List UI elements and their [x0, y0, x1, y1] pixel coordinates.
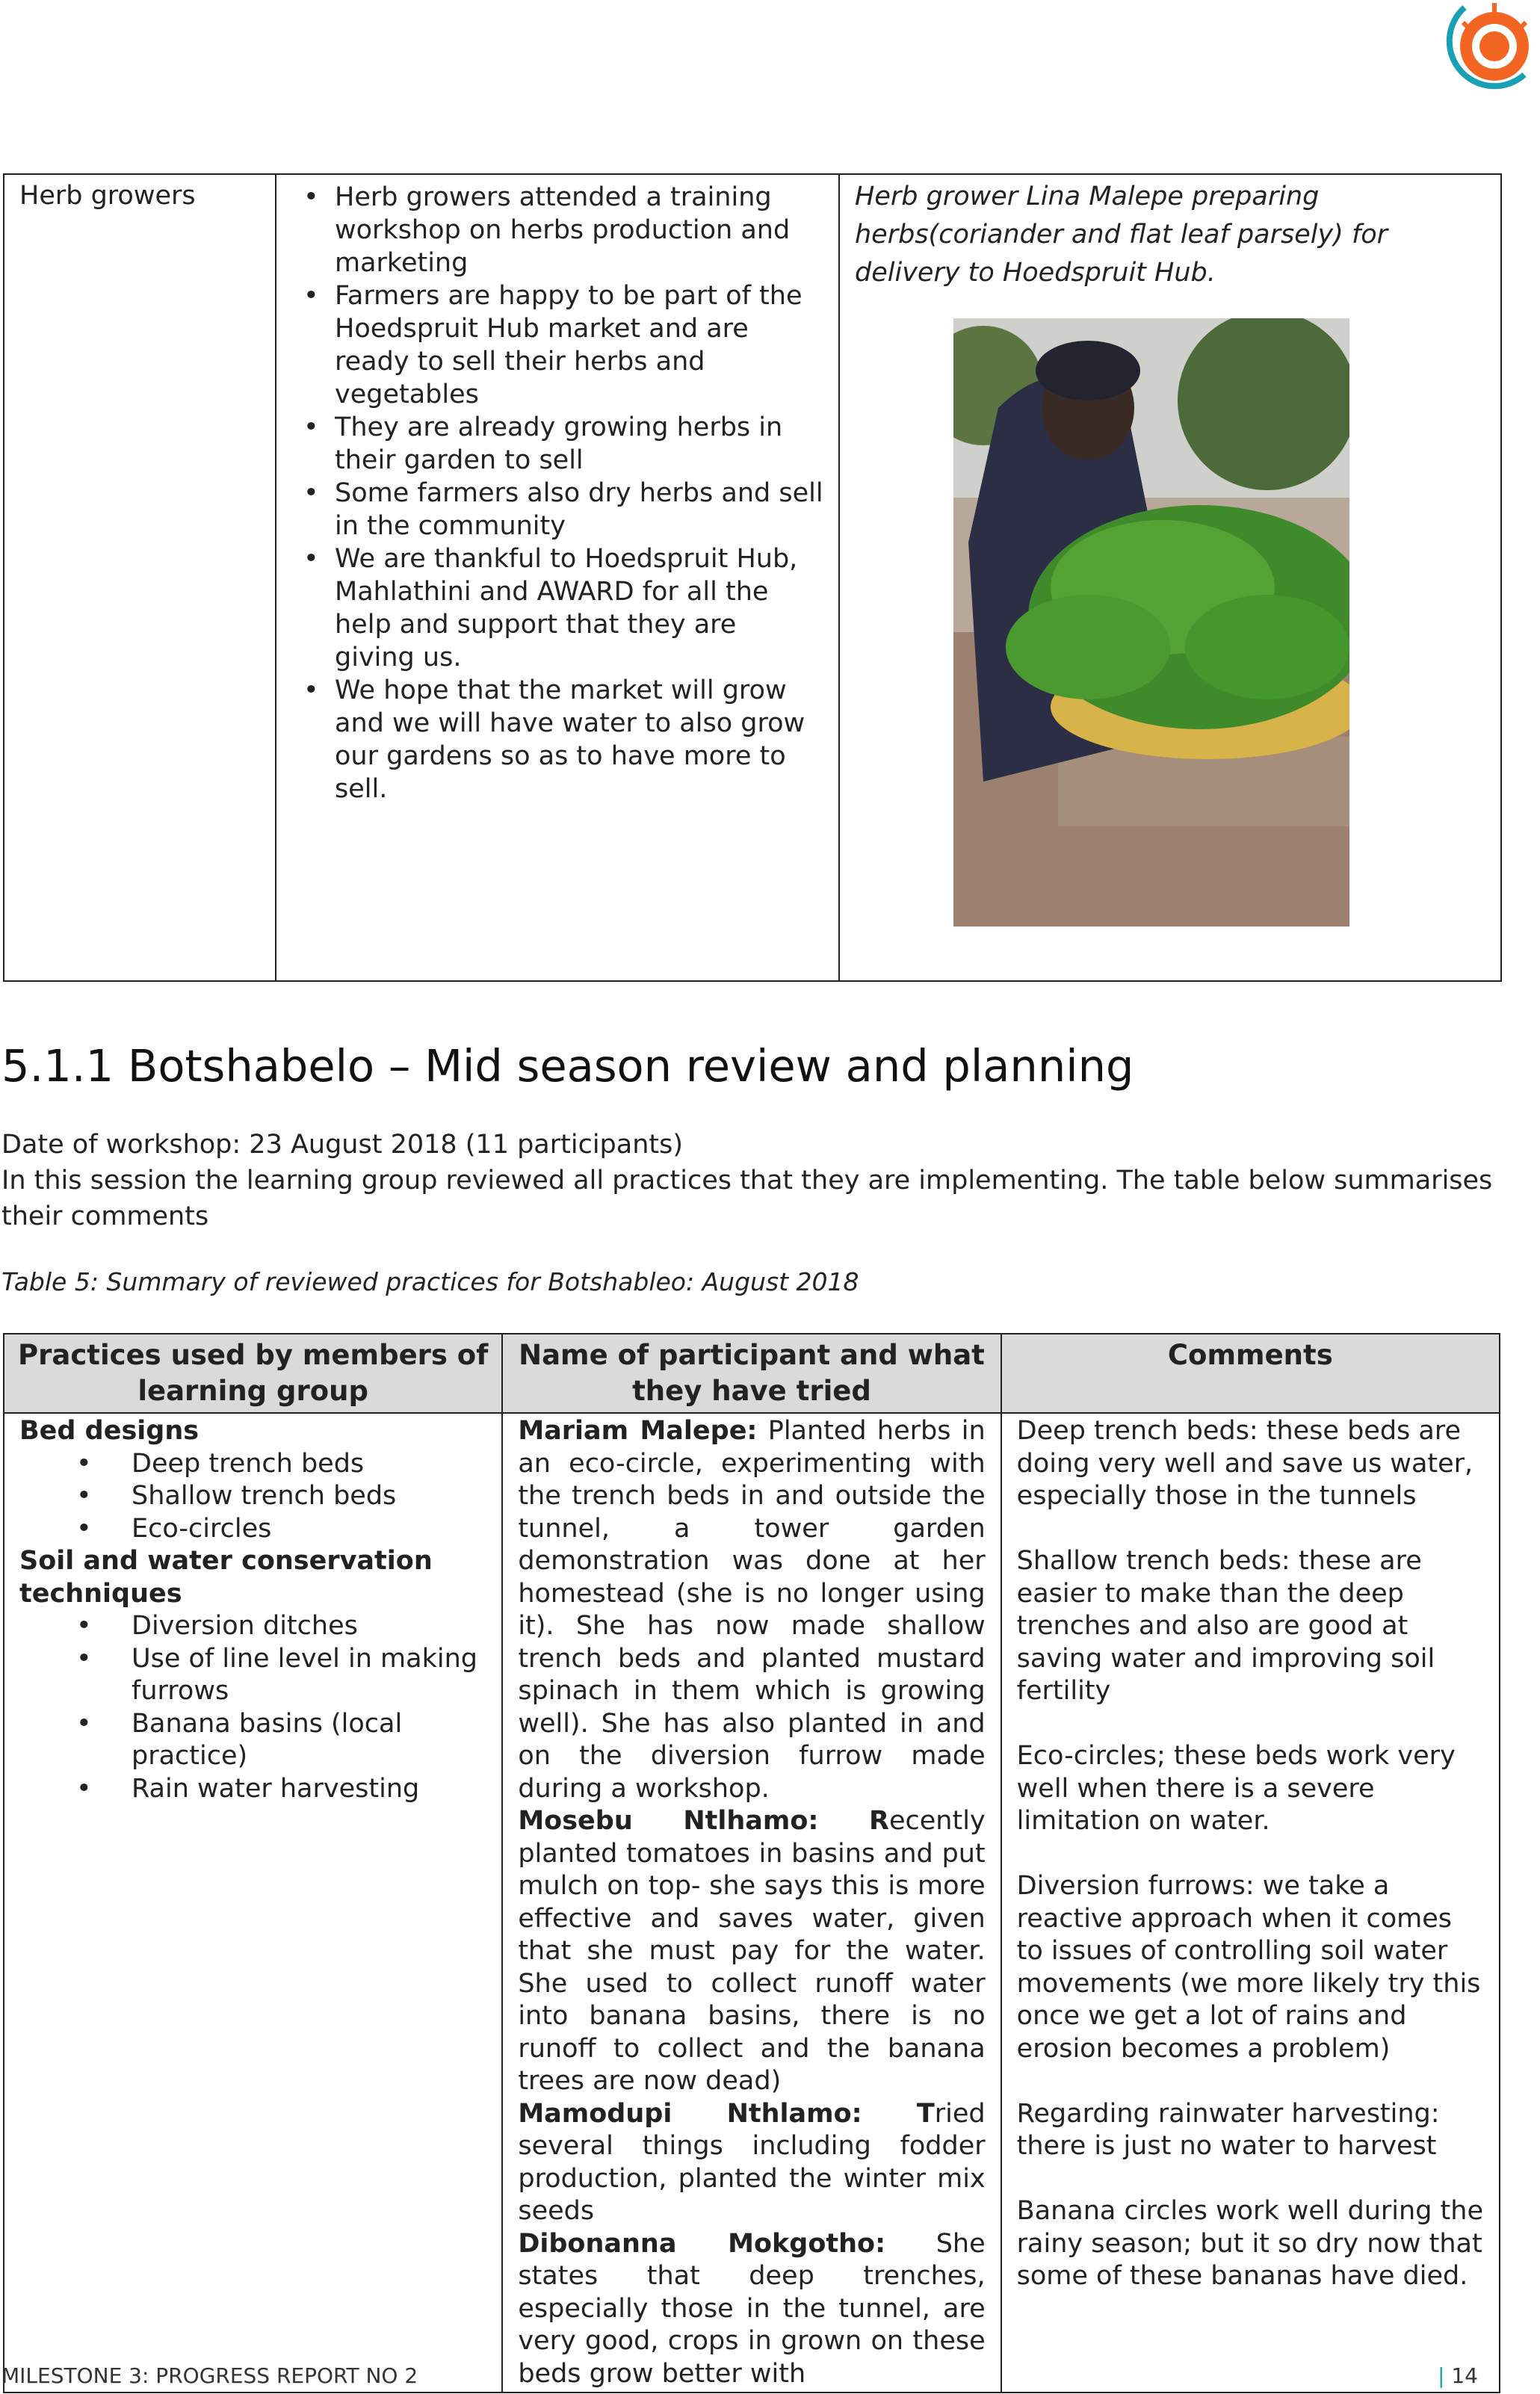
- participant-text: ecently planted tomatoes in basins and put mulch on top- she says this is more effective and saves water, given that she must pay for the water. She used to collect runoff water into banana basins, there is no runoff to collect and the banana trees are now dead): [518, 1806, 986, 2096]
- comment: Shallow trench beds: these are easier to make than the deep trenches and also are good at saving water and improving soil fertility: [1016, 1546, 1435, 1706]
- column-header: Practices used by members of learning group: [4, 1334, 502, 1413]
- comments-cell: [1001, 1413, 1500, 2393]
- list-item: • Shallow trench beds: [19, 1480, 486, 1513]
- bed-designs-title: Bed designs: [19, 1416, 200, 1446]
- list-item: • Rain water harvesting: [19, 1773, 486, 1806]
- participant-name: Mosebu Ntlhamo: R: [518, 1806, 889, 1836]
- page-number: [1438, 2363, 1478, 2388]
- participant-name: Mariam Malepe:: [518, 1416, 758, 1446]
- section-heading: 5.1.1 Botshabelo – Mid season review and planning: [1, 1040, 1134, 1092]
- page-number-value: 14: [1451, 2363, 1478, 2388]
- column-header: Comments: [1001, 1334, 1500, 1413]
- comment: Eco-circles; these beds work very well when there is a severe limitation on water.: [1016, 1741, 1456, 1836]
- list-item: • Eco-circles: [19, 1513, 486, 1546]
- photo-caption: Herb grower Lina Malepe preparing herbs(coriander and flat leaf parsely) for delivery to Hoedspruit Hub.: [855, 182, 1388, 288]
- participant-entry: [518, 1805, 985, 2098]
- comment: Banana circles work well during the rainy season; but it so dry now that some of these bananas have died.: [1016, 2196, 1483, 2291]
- practices-cell: [4, 1413, 502, 2393]
- soil-water-list: [19, 1610, 486, 1805]
- participants-cell: [502, 1413, 1001, 2393]
- list-item: • Some farmers also dry herbs and sell in the community: [291, 477, 823, 542]
- group-cell: [4, 174, 276, 981]
- list-item: • Banana basins (local practice): [19, 1708, 486, 1773]
- list-item: • We are thankful to Hoedspruit Hub, Mahlathini and AWARD for all the help and support that they are giving us.: [291, 542, 823, 674]
- participant-name: Mamodupi Nthlamo: T: [518, 2098, 935, 2129]
- comment: Deep trench beds: these beds are doing very well and save us water, especially those in the tunnels: [1016, 1416, 1473, 1511]
- list-item: • Use of line level in making furrows: [19, 1643, 486, 1708]
- group-label: Herb growers: [19, 181, 196, 211]
- table-header-row: [4, 1334, 1500, 1413]
- workshop-date: Date of workshop: 23 August 2018 (11 participants): [1, 1130, 684, 1160]
- footer-title: MILESTONE 3: PROGRESS REPORT NO 2: [1, 2363, 418, 2388]
- list-item: • They are already growing herbs in their garden to sell: [291, 411, 823, 477]
- points-list: [291, 181, 823, 805]
- participant-entry: [518, 1415, 985, 1805]
- list-item: • We hope that the market will grow and we will have water to also grow our gardens so as to have more to sell.: [291, 674, 823, 805]
- review-table: [3, 1333, 1500, 2393]
- table-caption: Table 5: Summary of reviewed practices for Botshableo: August 2018: [1, 1267, 859, 1296]
- list-item: • Herb growers attended a training workshop on herbs production and marketing: [291, 181, 823, 279]
- participant-entry: [518, 2228, 985, 2391]
- herb-grower-photo: [953, 318, 1349, 927]
- comment: Diversion furrows: we take a reactive approach when it comes to issues of controlling soil water movements (we more likely try this once we get a lot of rains and erosion becomes a problem): [1016, 1871, 1481, 2064]
- list-item: • Deep trench beds: [19, 1448, 486, 1481]
- intro-paragraph: In this session the learning group reviewed all practices that they are implementing. The table below summarises their comments: [1, 1166, 1493, 1231]
- participant-text: Planted herbs in an eco-circle, experimenting with the trench beds in and outside the tunnel, a tower garden demonstration was done at her homestead (she is no longer using it). She has now made shallow trench beds and planted mustard spinach in them which is growing well). She has also planted in and on the diversion furrow made during a workshop.: [518, 1416, 986, 1804]
- table-row: [4, 1413, 1500, 2393]
- participant-text: She states that deep trenches, especially those in the tunnel, are very good, crops in grown on these beds grow better with: [518, 2228, 986, 2389]
- footer-separator: |: [1438, 2363, 1445, 2388]
- points-cell: [276, 174, 839, 981]
- column-header: Name of participant and what they have tried: [502, 1334, 1001, 1413]
- participant-name: Dibonanna Mokgotho:: [518, 2228, 886, 2259]
- soil-water-title: Soil and water conservation techniques: [19, 1546, 433, 1609]
- list-item: • Farmers are happy to be part of the Hoedspruit Hub market and are ready to sell their herbs and vegetables: [291, 279, 823, 411]
- list-item: • Diversion ditches: [19, 1610, 486, 1643]
- comment: Regarding rainwater harvesting: there is just no water to harvest: [1016, 2098, 1440, 2161]
- participant-entry: [518, 2098, 985, 2228]
- organization-logo: [1420, 0, 1539, 105]
- participant-text: ried several things including fodder production, planted the winter mix seeds: [518, 2098, 986, 2226]
- bed-designs-list: [19, 1448, 486, 1546]
